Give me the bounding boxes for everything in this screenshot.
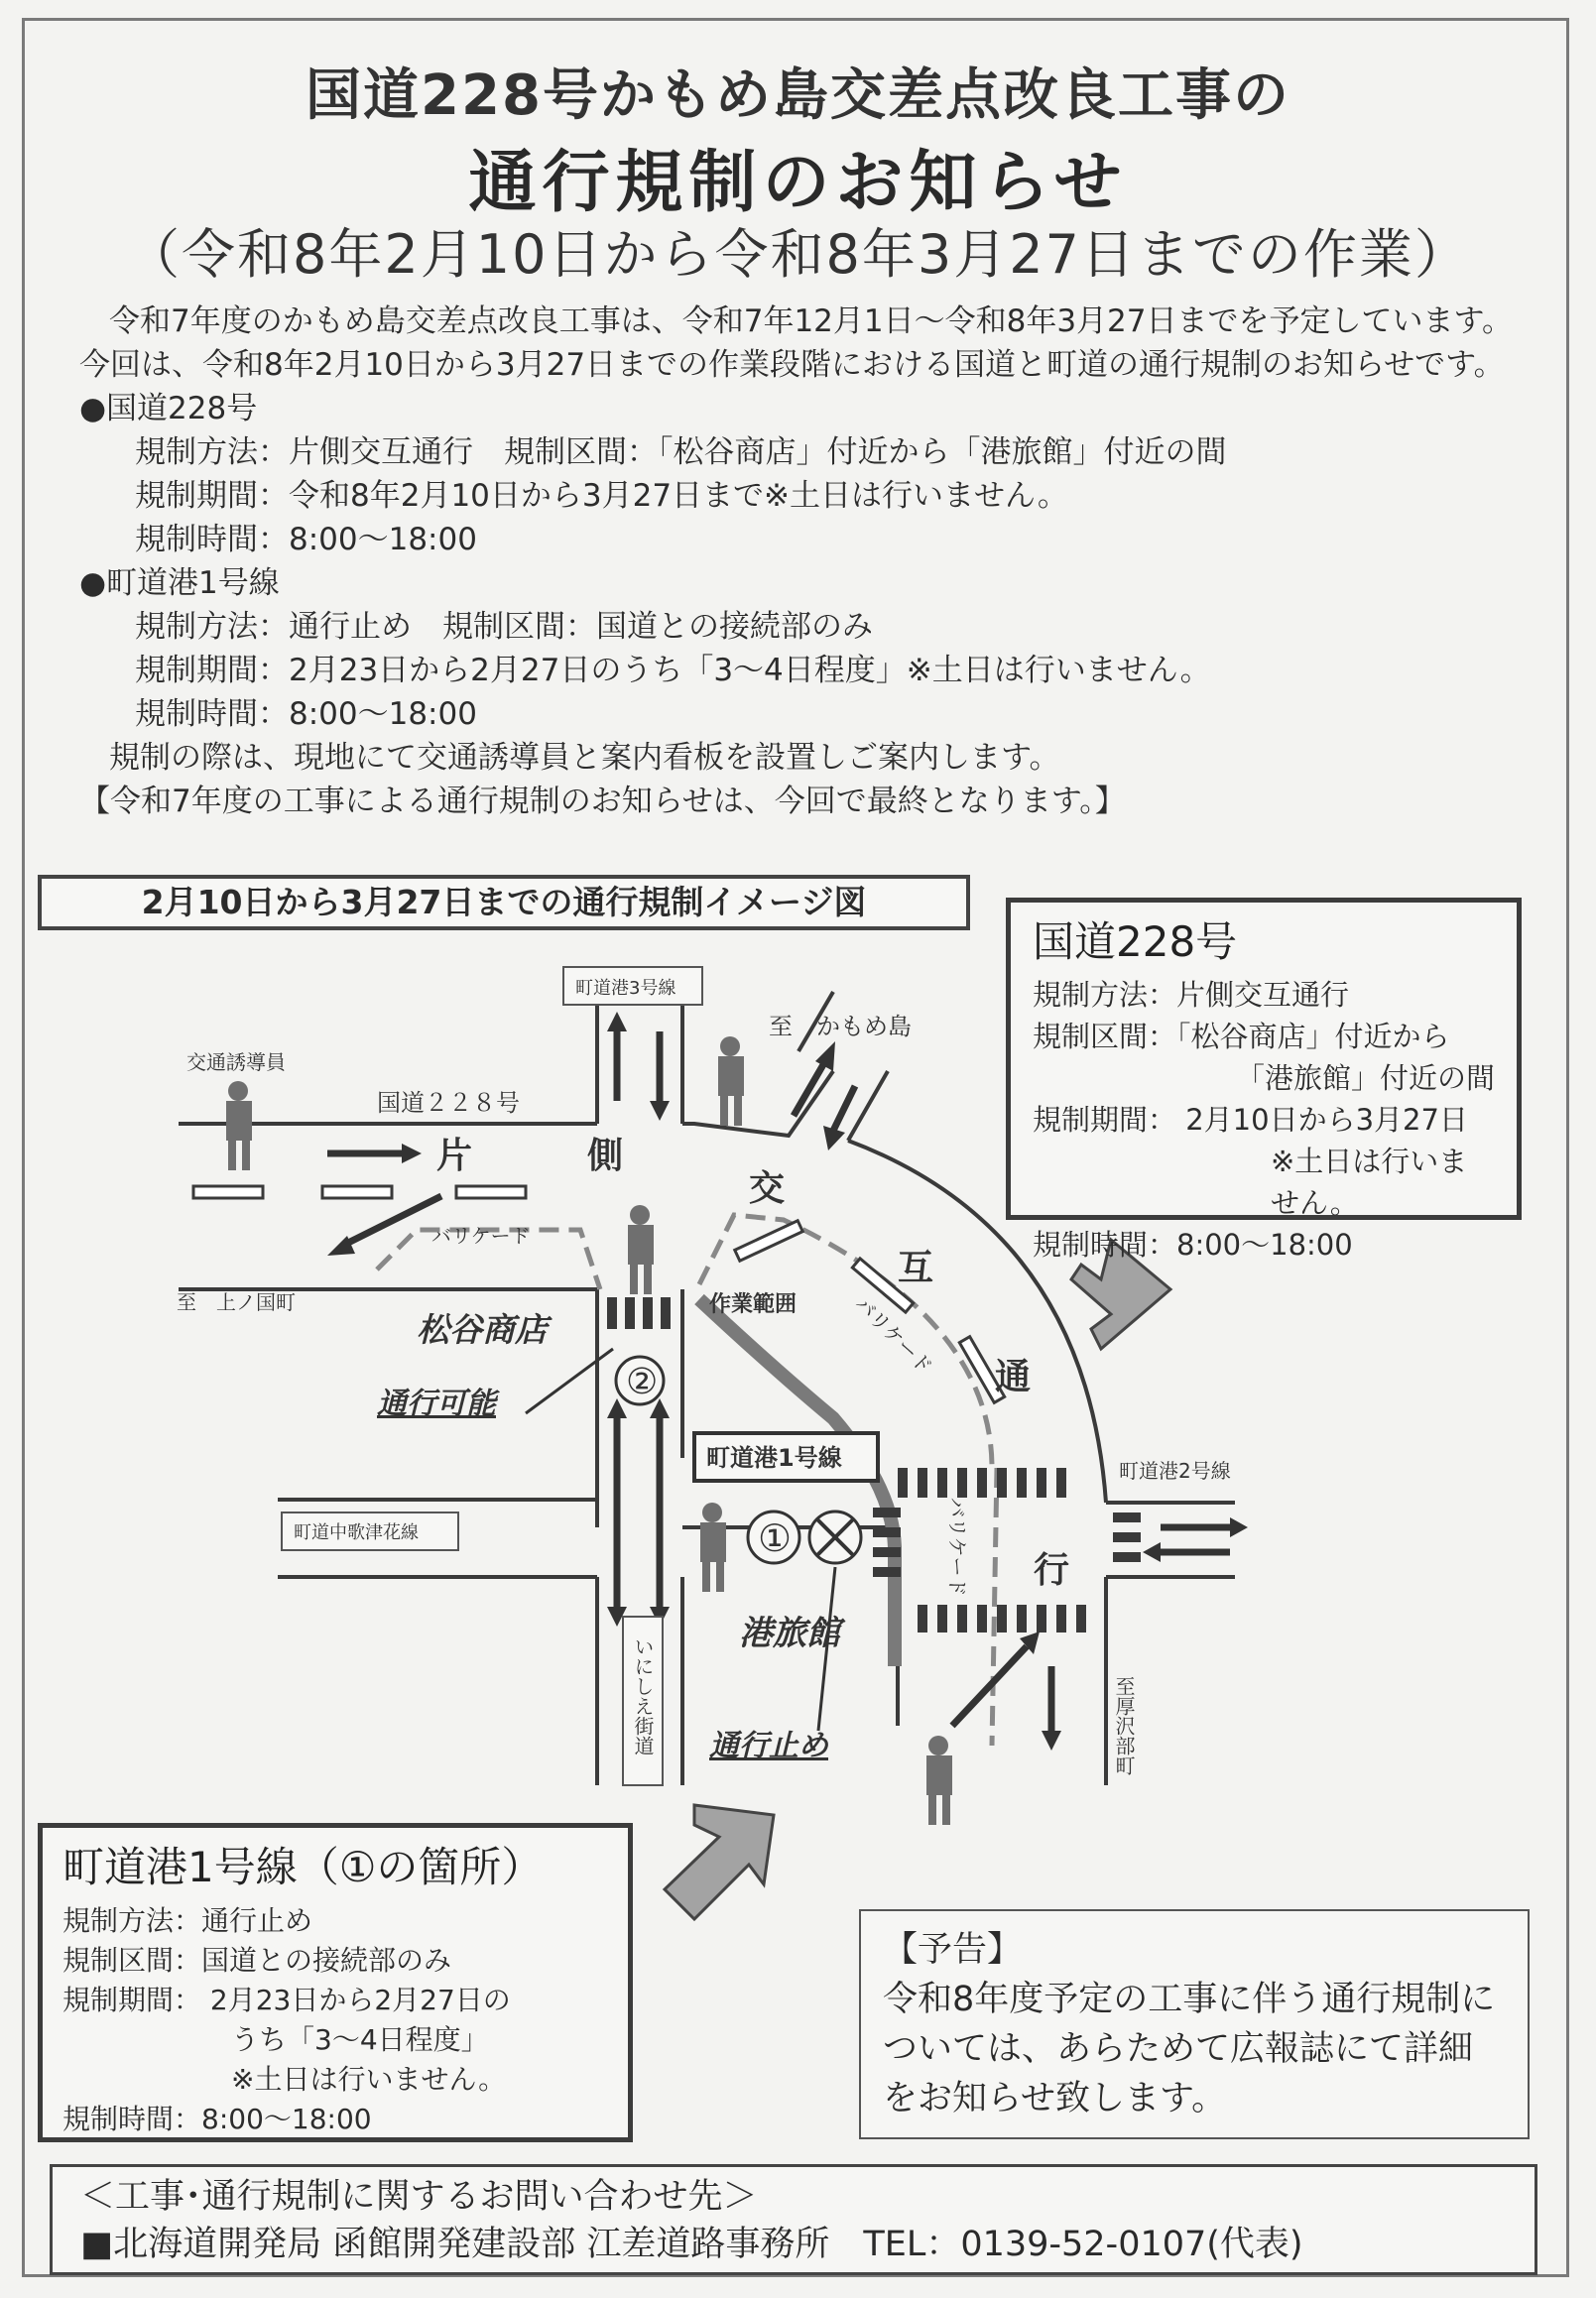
route228-box-time: 規制時間：8:00～18:00 <box>1033 1228 1353 1262</box>
diagram-title: 2月10日から3月27日までの通行規制イメージ図 <box>38 875 970 930</box>
port1-box-period1: 規制期間： 2月23日から2月27日の <box>62 1984 511 2016</box>
contact-org: ■北海道開発局 函館開発建設部 江差道路事務所 <box>80 2225 830 2264</box>
label-route228: 国道２２８号 <box>377 1089 520 1117</box>
label-barricade-curve: バリケード <box>850 1291 937 1379</box>
pointer-arrow-port1 <box>665 1805 774 1919</box>
route228-box-section2: 「港旅館」付近の間 <box>1236 1061 1496 1095</box>
label-inishie: いにしえ街道 <box>631 1636 655 1755</box>
contact-row <box>80 2221 1507 2268</box>
label-katagawa2: 側 <box>587 1136 624 1176</box>
title-line3: （令和8年2月10日から令和8年3月27日までの作業） <box>126 223 1470 286</box>
port1-box-heading: 町道港1号線（①の箇所） <box>62 1843 544 1891</box>
label-koho3: 通 <box>995 1357 1032 1397</box>
notice-box <box>859 1909 1530 2139</box>
label-town-road-naka: 町道中歌津花線 <box>294 1522 419 1543</box>
route228-period: 規制期間：令和8年2月10日から3月27日まで※土日は行いません。 <box>135 478 1068 514</box>
label-work-area: 作業範囲 <box>709 1292 798 1317</box>
label-passable: 通行可能 <box>377 1387 496 1421</box>
guide-figure-1 <box>226 1081 252 1170</box>
port1-info-box <box>38 1823 633 2142</box>
route228-box-method: 規制方法：片側交互通行 <box>1033 978 1350 1012</box>
label-to-kaminokuni: 至 上ノ国町 <box>177 1290 296 1314</box>
intro-paragraph: 令和7年度のかもめ島交差点改良工事は、令和7年12月1日～令和8年3月27日までを予定しています。今回は、令和8年2月10日から3月27日までの作業段階における国道と町道の通行規制のお知らせです。 <box>79 303 1514 383</box>
label-to-kamome: 至 かもめ島 <box>769 1013 912 1040</box>
title-line2: 通行規制のお知らせ <box>468 144 1128 222</box>
notice-heading: 【予告】 <box>883 1930 1023 1970</box>
route228-box-heading: 国道228号 <box>1033 917 1238 966</box>
label-koho2: 互 <box>898 1248 934 1288</box>
route228-box-period: 規制期間： 2月10日から3月27日 <box>1033 1103 1468 1137</box>
port1-heading: ●町道港1号線 <box>79 565 280 601</box>
label-minato-ryokan: 港旅館 <box>739 1614 840 1653</box>
port1-box-period3: ※土日は行いません。 <box>231 2063 507 2096</box>
label-barricade-west: バリケード <box>431 1224 531 1248</box>
port1-method: 規制方法：通行止め 規制区間：国道との接続部のみ <box>135 609 873 645</box>
label-road-closed: 通行止め <box>709 1729 828 1763</box>
title-line1: 国道228号かもめ島交差点改良工事の <box>306 63 1290 128</box>
route228-time: 規制時間：8:00～18:00 <box>135 522 477 557</box>
guide-note: 規制の際は、現地にて交通誘導員と案内看板を設置しご案内します。 <box>109 740 1060 776</box>
port1-box-method: 規制方法：通行止め <box>62 1904 313 1937</box>
port1-box-section: 規制区間：国道との接続部のみ <box>62 1944 452 1977</box>
route228-method: 規制方法：片側交互通行 規制区間：「松谷商店」付近から「港旅館」付近の間 <box>135 434 1227 470</box>
port1-period: 規制期間：2月23日から2月27日のうち「3～4日程度」※土日は行いません。 <box>135 653 1211 688</box>
notice-body: 令和8年度予定の工事に伴う通行規制については、あらためて広報誌にて詳細をお知らせ致します。 <box>883 1980 1496 2118</box>
label-katagawa1: 片 <box>436 1136 473 1176</box>
label-to-assabu: 至厚沢部町 <box>1112 1676 1136 1775</box>
label-town-road3: 町道港3号線 <box>575 978 676 999</box>
label-guide-person: 交通誘導員 <box>186 1050 286 1074</box>
route228-box-section1: 規制区間：「松谷商店」付近から <box>1033 1020 1450 1053</box>
label-koho4: 行 <box>1034 1550 1070 1591</box>
label-barricade-south: バリケード <box>945 1498 969 1597</box>
guide-figure-3 <box>628 1205 654 1294</box>
port1-box-time: 規制時間：8:00～18:00 <box>62 2103 372 2135</box>
label-town-road2: 町道港2号線 <box>1119 1459 1231 1483</box>
pointer-line-passable <box>526 1349 613 1413</box>
contact-box <box>50 2164 1537 2275</box>
label-matsuya: 松谷商店 <box>417 1310 548 1349</box>
route228-box-period-note: ※土日は行いません。 <box>1271 1145 1468 1220</box>
contact-tel: TEL：0139-52-0107(代表) <box>863 2225 1303 2264</box>
port1-time: 規制時間：8:00～18:00 <box>135 696 477 732</box>
guide-figure-2 <box>718 1036 744 1126</box>
port1-box-period2: うち「3～4日程度」 <box>231 2023 489 2056</box>
final-note: 【令和7年度の工事による通行規制のお知らせは、今回で最終となります。】 <box>79 784 1126 819</box>
marker-circle-1: ① <box>758 1516 793 1560</box>
contact-heading: ＜工事･通行規制に関するお問い合わせ先＞ <box>80 2177 758 2217</box>
route228-heading: ●国道228号 <box>79 391 258 426</box>
label-town-road-port1: 町道港1号線 <box>706 1444 842 1472</box>
label-koho1: 交 <box>749 1168 786 1209</box>
marker-circle-2: ② <box>626 1362 659 1402</box>
route228-info-box <box>1006 898 1522 1262</box>
guide-figure-4 <box>700 1503 726 1592</box>
guide-figure-5 <box>926 1736 952 1825</box>
